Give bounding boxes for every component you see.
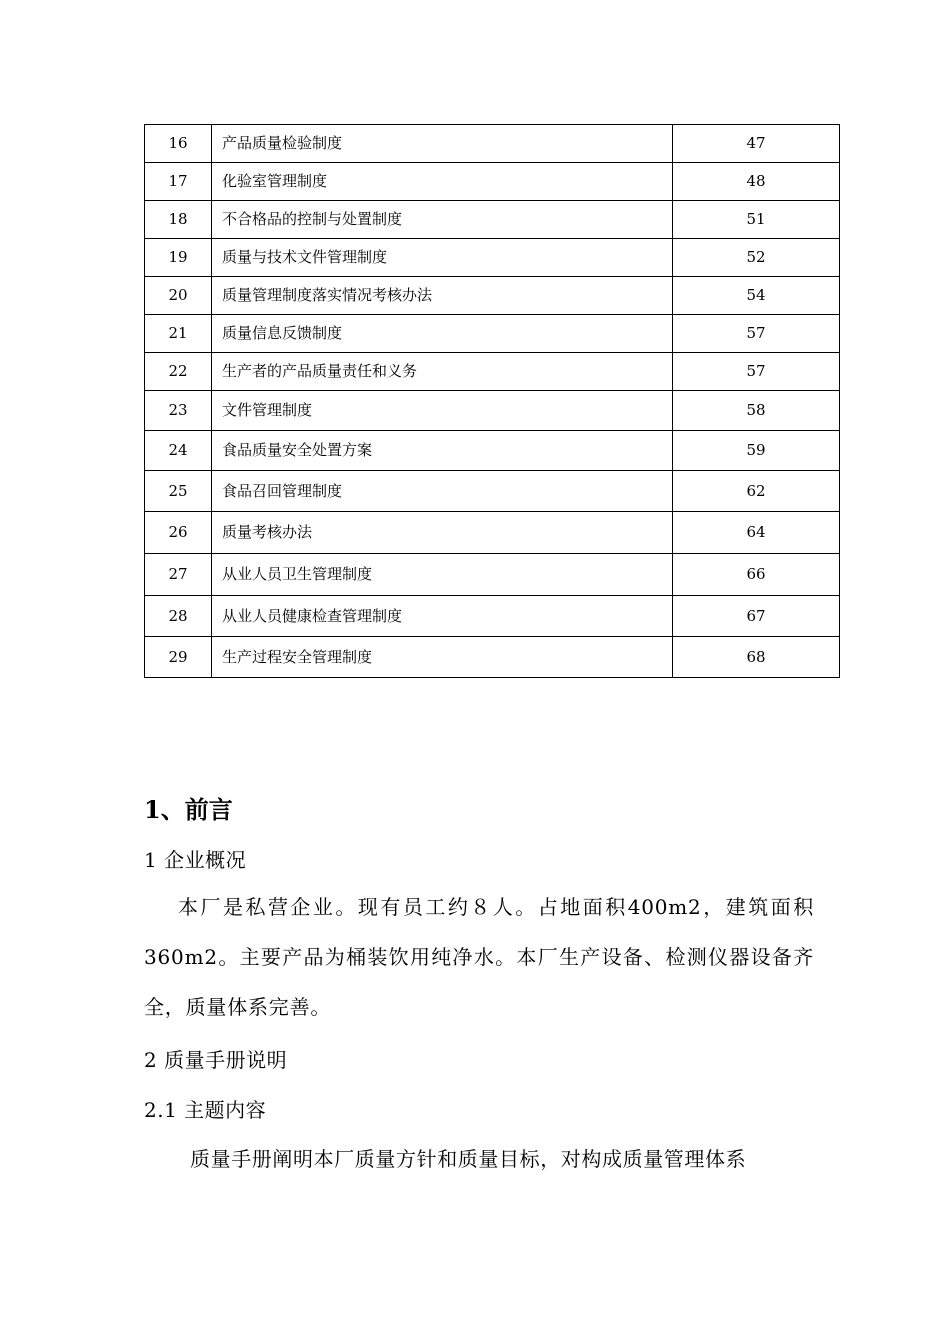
toc-number: 21 bbox=[145, 315, 212, 353]
toc-number: 17 bbox=[145, 163, 212, 201]
toc-title: 生产过程安全管理制度 bbox=[212, 637, 673, 678]
toc-body bbox=[145, 125, 840, 678]
toc-title: 质量考核办法 bbox=[212, 512, 673, 554]
toc-number: 24 bbox=[145, 431, 212, 471]
toc-number: 22 bbox=[145, 353, 212, 391]
toc-page-number: 64 bbox=[673, 512, 840, 554]
toc-row bbox=[145, 596, 840, 637]
toc-page-number: 57 bbox=[673, 353, 840, 391]
toc-number: 20 bbox=[145, 277, 212, 315]
toc-row bbox=[145, 554, 840, 596]
toc-number: 25 bbox=[145, 471, 212, 512]
toc-page-number: 58 bbox=[673, 391, 840, 431]
toc-title: 产品质量检验制度 bbox=[212, 125, 673, 163]
toc-page-number: 68 bbox=[673, 637, 840, 678]
subject-content-paragraph: 质量手册阐明本厂质量方针和质量目标，对构成质量管理体系 bbox=[190, 1147, 747, 1171]
toc-row bbox=[145, 239, 840, 277]
toc-number: 23 bbox=[145, 391, 212, 431]
section-heading: 1、前言 bbox=[144, 795, 233, 824]
toc-number: 16 bbox=[145, 125, 212, 163]
toc-title: 不合格品的控制与处置制度 bbox=[212, 201, 673, 239]
company-overview-paragraph: 本厂是私营企业。现有员工约８人。占地面积400m2，建筑面积360m2。主要产品为桶装饮用纯净水。本厂生产设备、检测仪器设备齐全，质量体系完善。 bbox=[144, 895, 814, 1019]
subsection-company-overview: 1 企业概况 bbox=[144, 848, 247, 872]
toc-number: 26 bbox=[145, 512, 212, 554]
subsection-manual-description: 2 质量手册说明 bbox=[144, 1048, 288, 1072]
toc-row bbox=[145, 512, 840, 554]
toc-row bbox=[145, 637, 840, 678]
toc-page-number: 52 bbox=[673, 239, 840, 277]
toc-row bbox=[145, 471, 840, 512]
toc-page-number: 62 bbox=[673, 471, 840, 512]
toc-row bbox=[145, 277, 840, 315]
toc-title: 化验室管理制度 bbox=[212, 163, 673, 201]
toc-page-number: 66 bbox=[673, 554, 840, 596]
toc-page-number: 57 bbox=[673, 315, 840, 353]
toc-title: 质量信息反馈制度 bbox=[212, 315, 673, 353]
subsection-subject-content: 2.1 主题内容 bbox=[144, 1098, 267, 1122]
toc-title: 食品质量安全处置方案 bbox=[212, 431, 673, 471]
toc-number: 29 bbox=[145, 637, 212, 678]
toc-row bbox=[145, 391, 840, 431]
toc-title: 文件管理制度 bbox=[212, 391, 673, 431]
toc-page-number: 54 bbox=[673, 277, 840, 315]
toc-title: 质量管理制度落实情况考核办法 bbox=[212, 277, 673, 315]
toc-title: 从业人员健康检查管理制度 bbox=[212, 596, 673, 637]
toc-page-number: 59 bbox=[673, 431, 840, 471]
toc-page-number: 67 bbox=[673, 596, 840, 637]
toc-row bbox=[145, 431, 840, 471]
toc-page-number: 48 bbox=[673, 163, 840, 201]
toc-row bbox=[145, 315, 840, 353]
toc-title: 从业人员卫生管理制度 bbox=[212, 554, 673, 596]
toc-table bbox=[144, 124, 840, 678]
toc-row bbox=[145, 163, 840, 201]
toc-number: 18 bbox=[145, 201, 212, 239]
toc-number: 28 bbox=[145, 596, 212, 637]
toc-page-number: 51 bbox=[673, 201, 840, 239]
toc-row bbox=[145, 353, 840, 391]
toc-title: 食品召回管理制度 bbox=[212, 471, 673, 512]
toc-number: 27 bbox=[145, 554, 212, 596]
toc-row bbox=[145, 201, 840, 239]
toc-number: 19 bbox=[145, 239, 212, 277]
toc-page-number: 47 bbox=[673, 125, 840, 163]
toc-title: 质量与技术文件管理制度 bbox=[212, 239, 673, 277]
toc-row bbox=[145, 125, 840, 163]
toc-title: 生产者的产品质量责任和义务 bbox=[212, 353, 673, 391]
